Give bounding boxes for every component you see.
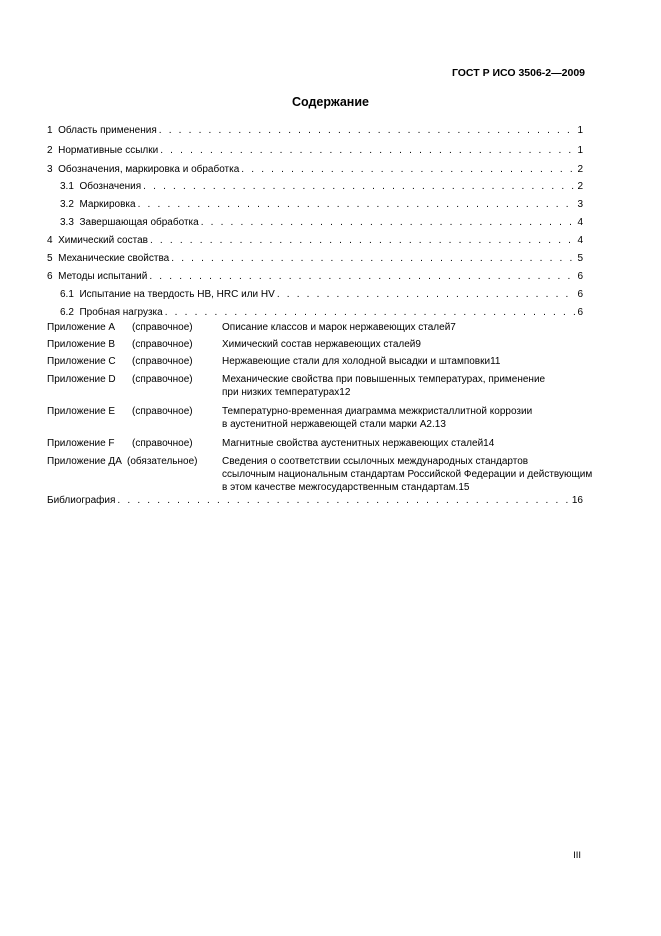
- appendix-title-cont: ссылочным национальным стандартам Российской Федерации и действующим: [222, 469, 593, 480]
- appendix-kind: (справочное): [132, 374, 193, 385]
- appendix-title: Механические свойства при повышенных температурах, применение: [222, 374, 546, 385]
- appendix-page: 14: [483, 438, 495, 449]
- leader-dots: [159, 124, 576, 137]
- toc-page: 5: [577, 253, 583, 264]
- toc-page: 1: [577, 125, 583, 136]
- appendix-page: 15: [458, 482, 470, 493]
- page-number: III: [573, 850, 581, 861]
- appendix-kind: (обязательное): [127, 456, 198, 467]
- toc-row[interactable]: [47, 144, 583, 157]
- toc-row[interactable]: [60, 306, 583, 319]
- toc-number: 4: [47, 235, 53, 246]
- toc-page: 6: [577, 289, 583, 300]
- leader-dots: [117, 494, 569, 507]
- toc-number: 2: [47, 145, 53, 156]
- appendix-title: Описание классов и марок нержавеющих сталей: [222, 322, 451, 333]
- toc-page: 3: [577, 199, 583, 210]
- appendix-kind: (справочное): [132, 356, 193, 367]
- appendix-kind: (справочное): [132, 339, 193, 350]
- bibliography-row[interactable]: [47, 494, 583, 507]
- toc-row[interactable]: [47, 252, 583, 265]
- appendix-kind: (справочное): [132, 322, 193, 333]
- leader-dots: [143, 180, 575, 193]
- appendix-name: Приложение В: [47, 339, 116, 350]
- appendix-name: Приложение А: [47, 322, 116, 333]
- toc-row[interactable]: [47, 124, 583, 137]
- leader-dots: [149, 270, 575, 283]
- toc-label: Маркировка: [79, 199, 136, 210]
- appendix-name: Приложение F: [47, 438, 115, 449]
- toc-row[interactable]: [60, 288, 583, 301]
- appendix-name: Приложение ДА: [47, 456, 122, 467]
- toc-number: 3.1: [60, 181, 74, 192]
- appendix-title: Химический состав нержавеющих сталей: [222, 339, 416, 350]
- toc-number: 1: [47, 125, 53, 136]
- appendix-title: Магнитные свойства аустенитных нержавеющих сталей: [222, 438, 484, 449]
- appendix-title-cont: в этом качестве межгосударственным стандартам.: [222, 482, 459, 493]
- bibliography-label: Библиография: [47, 495, 116, 506]
- toc-label: Обозначения: [79, 181, 142, 192]
- appendix-title-cont: при низких температурах: [222, 387, 340, 398]
- toc-page: 6: [577, 271, 583, 282]
- toc-number: 3.3: [60, 217, 74, 228]
- appendix-title: Температурно-временная диаграмма межкристаллитной коррозии: [222, 406, 533, 417]
- appendix-name: Приложение С: [47, 356, 116, 367]
- toc-page: 2: [577, 181, 583, 192]
- page-title: Содержание: [291, 95, 369, 109]
- leader-dots: [165, 306, 576, 319]
- leader-dots: [160, 144, 575, 157]
- appendix-page: 13: [434, 419, 446, 430]
- toc-row[interactable]: [60, 198, 583, 211]
- toc-number: 6.1: [60, 289, 74, 300]
- toc-label: Испытание на твердость HB, HRC или HV: [79, 289, 275, 300]
- toc-row[interactable]: [47, 234, 583, 247]
- toc-page: 6: [577, 307, 583, 318]
- toc-label: Обозначения, маркировка и обработка: [58, 164, 240, 175]
- appendix-page: 12: [339, 387, 351, 398]
- leader-dots: [277, 288, 576, 301]
- toc-label: Химический состав: [58, 235, 148, 246]
- appendix-page: 11: [490, 356, 501, 367]
- toc-number: 6.2: [60, 307, 74, 318]
- toc-page: 4: [577, 217, 583, 228]
- toc-row[interactable]: [47, 163, 583, 176]
- toc-label: Нормативные ссылки: [58, 145, 159, 156]
- appendix-page: 9: [415, 339, 421, 350]
- toc-number: 6: [47, 271, 53, 282]
- toc-page: 2: [577, 164, 583, 175]
- leader-dots: [171, 252, 575, 265]
- appendix-page: 7: [450, 322, 456, 333]
- appendix-name: Приложение D: [47, 374, 116, 385]
- toc-label: Пробная нагрузка: [79, 307, 163, 318]
- toc-number: 3.2: [60, 199, 74, 210]
- toc-page: 1: [577, 145, 583, 156]
- toc-row[interactable]: [60, 216, 583, 229]
- appendix-kind: (справочное): [132, 438, 193, 449]
- toc-number: 5: [47, 253, 53, 264]
- document-id: ГОСТ Р ИСО 3506-2—2009: [451, 67, 585, 79]
- leader-dots: [138, 198, 576, 211]
- toc-row[interactable]: [47, 270, 583, 283]
- appendix-title-cont: в аустенитной нержавеющей стали марки А2.: [222, 419, 435, 430]
- leader-dots: [241, 163, 575, 176]
- toc-label: Область применения: [58, 125, 157, 136]
- leader-dots: [201, 216, 576, 229]
- toc-row[interactable]: [60, 180, 583, 193]
- toc-number: 3: [47, 164, 53, 175]
- bibliography-page: 16: [571, 495, 583, 506]
- appendix-kind: (справочное): [132, 406, 193, 417]
- leader-dots: [150, 234, 575, 247]
- toc-page: 4: [577, 235, 583, 246]
- toc-label: Завершающая обработка: [79, 217, 199, 228]
- toc-label: Механические свойства: [58, 253, 170, 264]
- appendix-name: Приложение Е: [47, 406, 116, 417]
- appendix-title: Сведения о соответствии ссылочных международных стандартов: [222, 456, 529, 467]
- appendix-title: Нержавеющие стали для холодной высадки и штамповки: [222, 356, 491, 367]
- toc-label: Методы испытаний: [58, 271, 148, 282]
